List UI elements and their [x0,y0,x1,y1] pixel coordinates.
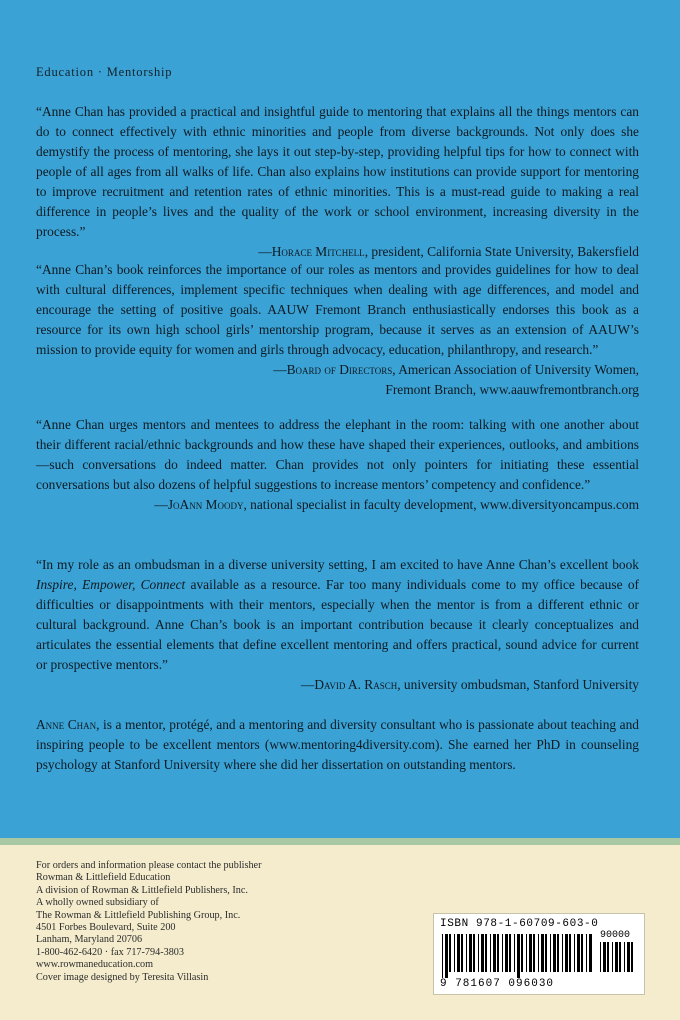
barcode-bar [574,934,575,972]
endorsement-quote-2 [36,260,639,400]
barcode-bar [502,934,503,972]
barcode-bar [497,934,499,972]
addon-barcode-bars [600,942,638,978]
barcode-bar [505,934,508,972]
attribution-role: , American Association of University Women, [392,362,639,377]
barcode-bar [445,934,448,978]
isbn-number: ISBN 978-1-60709-603-0 [440,918,599,930]
quote-text-after: available as a resource. Far too many individuals come to my office because of difficulties or disappointments with their mentors, especially when the mentor is from a different ethnic or cultural background. Anne Chan’s book is an important contribution because it clearly conceptualizes and articulates the essential elements that define excellent mentoring and offers practical, sound advice for current or prospective mentors.” [36,577,640,672]
barcode-bar [481,934,484,972]
quote-attribution [36,360,639,380]
publisher-line: For orders and information please contact the publisher [36,860,262,871]
category-label: Education · Mentorship [36,65,173,79]
publisher-line: The Rowman & Littlefield Publishing Group, Inc. [36,909,241,921]
barcode-bar [553,934,556,972]
divider-strip [0,838,680,845]
ean-barcode-bars [442,934,594,978]
quote-text [36,555,639,675]
barcode-bar [615,942,618,972]
quote-text: “Anne Chan has provided a practical and insightful guide to mentoring that explains all the things mentors can do to connect effectively with ethnic minorities and people from diverse backgrounds. Not only does she demystify the process of mentoring, she lays it out step-by-step, providing helpful tips for how to connect with people of all ages from all walks of life. Chan also explains how institutions can provide support for mentoring to improve recruitment and retention rates of ethnic minorities. This is a must-read guide to making a real difference in people’s lives and the quality of the work or school environment, increasing diversity in the process.” [36,104,639,239]
barcode-bar [521,934,523,972]
barcode-bar [624,942,625,972]
endorsement-quote-1 [36,102,639,262]
author-bio [36,715,639,775]
barcode-bar [538,934,539,972]
author-name: Anne Chan [36,717,97,732]
endorsement-quote-3 [36,415,639,515]
barcode-bar [627,942,630,972]
attribution-name: —David A. Rasch [300,677,398,692]
barcode-bar [529,934,532,972]
barcode-bar [442,934,443,978]
barcode-bar [466,934,467,972]
quote-text-before: “In my role as an ombudsman in a diverse university setting, I am excited to have Anne Chan’s excellent book [36,557,639,572]
quote-attribution [36,495,639,515]
barcode-bar [461,934,463,972]
barcode-bar [565,934,568,972]
barcode-bar [469,934,472,972]
publisher-line: 1-800-462-6420 · fax 717-794-3803 [36,946,184,958]
publisher-line: 4501 Forbes Boulevard, Suite 200 [36,922,176,934]
barcode-bar [612,942,613,972]
publisher-line: Rowman & Littlefield Education [36,872,171,884]
attribution-name: —JoAnn Moody [154,497,244,512]
barcode-bar [569,934,571,972]
publisher-website: www.rowmaneducation.com [36,959,154,971]
barcode-bar [545,934,547,972]
barcode-bar [517,934,520,978]
bio-text [36,715,639,775]
barcode-bar [603,942,606,972]
cover-credit: Cover image designed by Teresita Villasin [36,971,209,983]
barcode-bar [457,934,460,972]
quote-attribution [36,675,639,695]
ean-digits: 9 781607 096030 [440,978,555,990]
barcode-bar [493,934,496,972]
barcode-bar [473,934,475,972]
barcode-bar [581,934,583,972]
barcode-bar [589,934,592,972]
barcode-bar [526,934,527,972]
attribution-name: —Board of Directors [273,362,393,377]
barcode-bar [514,934,515,972]
bio-body: , is a mentor, protégé, and a mentoring and diversity consultant who is passionate about teaching and inspiring people to be excellent mentors (www.mentoring4diversity.com). She earned her PhD in counseling psychology at Stanford University where she did her dissertation on outstanding mentors. [36,717,639,772]
publisher-info [36,860,261,984]
publisher-line: A division of Rowman & Littlefield Publishers, Inc. [36,884,248,896]
barcode-bar [607,942,609,972]
isbn-barcode [433,913,645,995]
barcode-bar [586,934,587,972]
barcode-bar [449,934,451,972]
barcode-bar [478,934,479,972]
quote-text: “Anne Chan urges mentors and mentees to address the elephant in the room: talking with one another about their different racial/ethnic backgrounds and how these have shaped their experiences, outlooks, and ambitions—such conversations do indeed matter. Chan provides not only pointers for initiating these essential conversations but also dozens of helpful suggestions to increase mentors’ competency and confidence.” [36,417,639,492]
quote-text: “Anne Chan’s book reinforces the importance of our roles as mentors and provides guidelines for how to deal with cultural differences, implement specific techniques when dealing with age differences, and model and encourage the setting of positive goals. AAUW Fremont Branch enthusiastically endorses this book as a resource for its own high school girls’ mentorship program, because it serves as an extension of AAUW’s mission to provide equity for women and girls through advocacy, education, philanthropy, and research.” [36,262,639,357]
barcode-bar [490,934,491,972]
endorsement-quote-4 [36,555,639,695]
barcode-bar [577,934,580,972]
barcode-bar [550,934,551,972]
barcode-bar [541,934,544,972]
attribution-role: , national specialist in faculty development, www.diversityoncampus.com [243,497,639,512]
price-addon-number: 90000 [600,930,631,941]
quote-attribution-line2: Fremont Branch, www.aauwfremontbranch.org [385,382,639,397]
book-title: Inspire, Empower, Connect [36,577,186,592]
publisher-line: A wholly owned subsidiary of [36,897,159,909]
attribution-role: , president, California State University, Bakersfield [364,244,639,259]
barcode-bar [533,934,535,972]
barcode-bar [619,942,621,972]
barcode-bar [509,934,511,972]
barcode-bar [557,934,559,972]
attribution-role: , university ombudsman, Stanford University [397,677,639,692]
barcode-bar [631,942,633,972]
barcode-bar [562,934,563,972]
publisher-line: Lanham, Maryland 20706 [36,934,143,946]
barcode-bar [600,942,601,972]
attribution-name: —Horace Mitchell [258,244,365,259]
barcode-bar [454,934,455,972]
quote-attribution [36,242,639,262]
barcode-bar [485,934,487,972]
